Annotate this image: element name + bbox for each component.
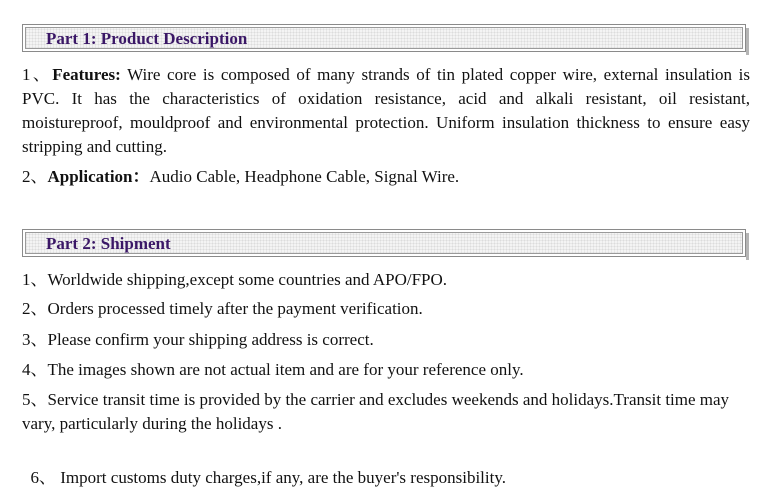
list-item-text: The images shown are not actual item and are for your reference only. [47, 360, 524, 379]
list-number: 1、 [22, 65, 53, 84]
features-text: Wire core is composed of many strands of tin plated copper wire, external insulation is PVC. It has the characteristics of oxidation resistance, acid and alkali resistant, oil resistant, moistureproof, mouldproof and environmental protection. Uniform insulation thickness to ensure easy stripping and cutting. [22, 65, 751, 156]
features-paragraph [22, 63, 750, 159]
list-number: 1、 [22, 270, 48, 289]
application-text: Audio Cable, Headphone Cable, Signal Wire. [149, 167, 460, 186]
list-item-text: Orders processed timely after the payment verification. [47, 299, 423, 318]
list-item [22, 328, 750, 352]
list-item [22, 388, 734, 436]
list-item-text: Import customs duty charges,if any, are the buyer's responsibility. [56, 468, 507, 487]
list-item-text: Please confirm your shipping address is correct. [47, 330, 374, 349]
list-number: 3、 [22, 330, 48, 349]
list-item-text: Service transit time is provided by the carrier and excludes weekends and holidays.Transit time may vary, particularly during the holidays . [22, 390, 730, 433]
list-number: 5、 [22, 390, 48, 409]
section-title: Part 2: Shipment [46, 234, 171, 253]
list-number: 2、 [22, 167, 48, 186]
list-item [22, 442, 750, 490]
section-title: Part 1: Product Description [46, 29, 248, 48]
section-header-shipment [22, 229, 746, 257]
list-item [22, 358, 750, 382]
list-number: 6、 [30, 468, 56, 487]
list-item [22, 268, 750, 292]
section-header-product-description [22, 24, 746, 52]
application-separator: ： [132, 167, 150, 186]
application-label: Application [47, 167, 133, 186]
list-item [22, 297, 750, 321]
list-number: 4、 [22, 360, 48, 379]
application-paragraph [22, 165, 750, 189]
list-number: 2、 [22, 299, 48, 318]
list-item-text: Worldwide shipping,except some countries and APO/FPO. [47, 270, 448, 289]
features-label: Features: [52, 65, 121, 84]
